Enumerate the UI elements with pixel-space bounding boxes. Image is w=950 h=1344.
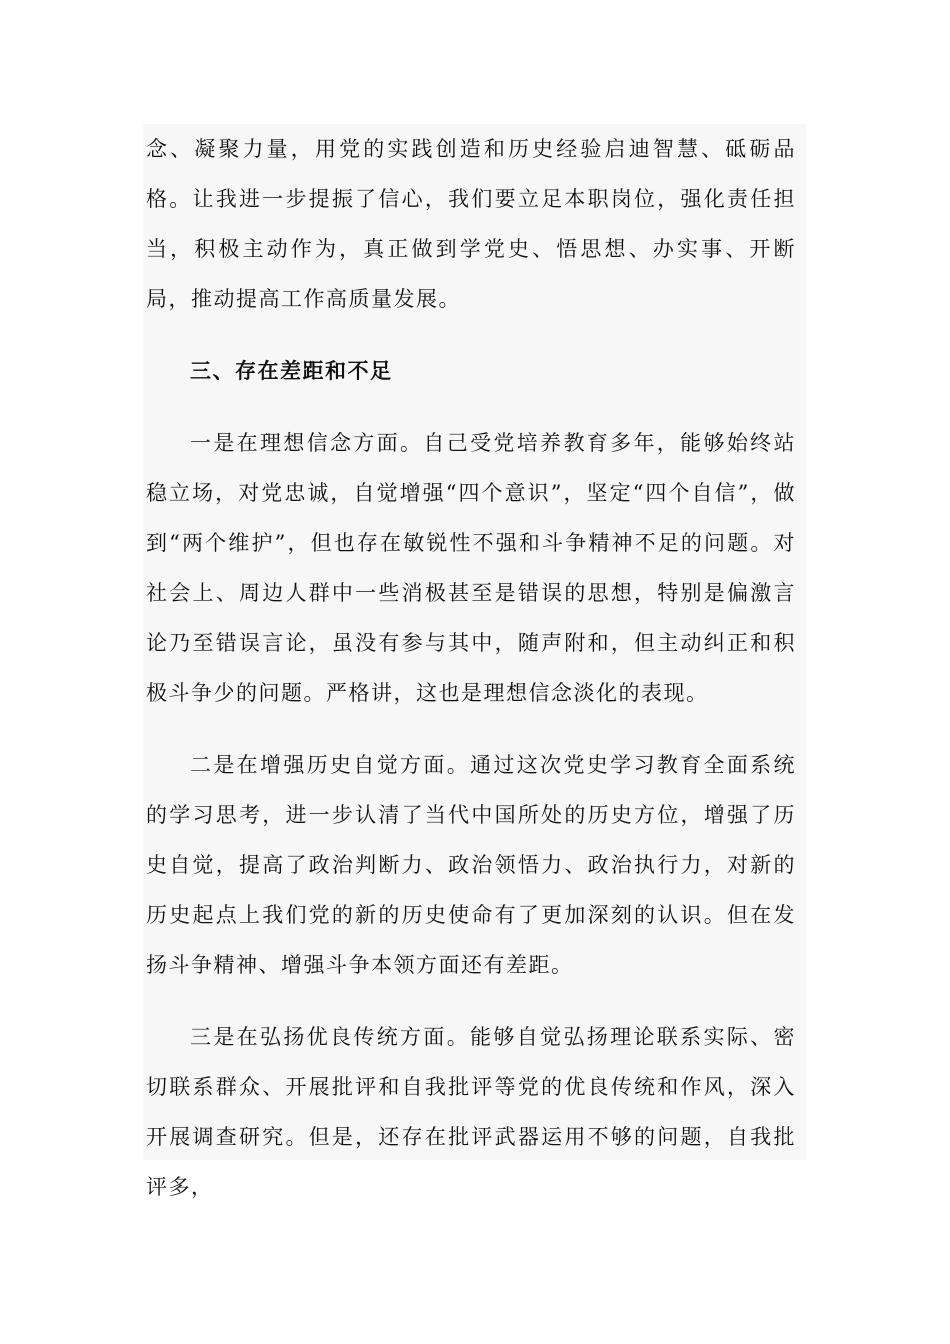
document-body <box>146 124 796 1212</box>
paragraph-point-1: 一是在理想信念方面。自己受党培养教育多年，能够始终站稳立场，对党忠诚，自觉增强“四个意识”，坚定“四个自信”，做到“两个维护”，但也存在敏锐性不强和斗争精神不足的问题。对社会上、周边人群中一些消极甚至是错误的思想，特别是偏激言论乃至错误言论，虽没有参与其中，随声附和，但主动纠正和积极斗争少的问题。严格讲，这也是理想信念淡化的表现。 <box>146 431 796 705</box>
section-heading: 三、存在差距和不足 <box>190 358 393 383</box>
paragraph-continued: 念、凝聚力量，用党的实践创造和历史经验启迪智慧、砥砺品格。让我进一步提振了信心，我们要立足本职岗位，强化责任担当，积极主动作为，真正做到学党史、悟思想、办实事、开断局，推动提高工作高质量发展。 <box>146 137 796 311</box>
paragraph-point-2: 二是在增强历史自觉方面。通过这次党史学习教育全面系统的学习思考，进一步认清了当代中国所处的历史方位，增强了历史自觉，提高了政治判断力、政治领悟力、政治执行力，对新的历史起点上我们党的新的历史使命有了更加深刻的认识。但在发扬斗争精神、增强斗争本领方面还有差距。 <box>146 753 796 977</box>
paragraph-point-3: 三是在弘扬优良传统方面。能够自觉弘扬理论联系实际、密切联系群众、开展批评和自我批评等党的优良传统和作风，深入开展调查研究。但是，还存在批评武器运用不够的问题，自我批评多， <box>146 1025 796 1199</box>
